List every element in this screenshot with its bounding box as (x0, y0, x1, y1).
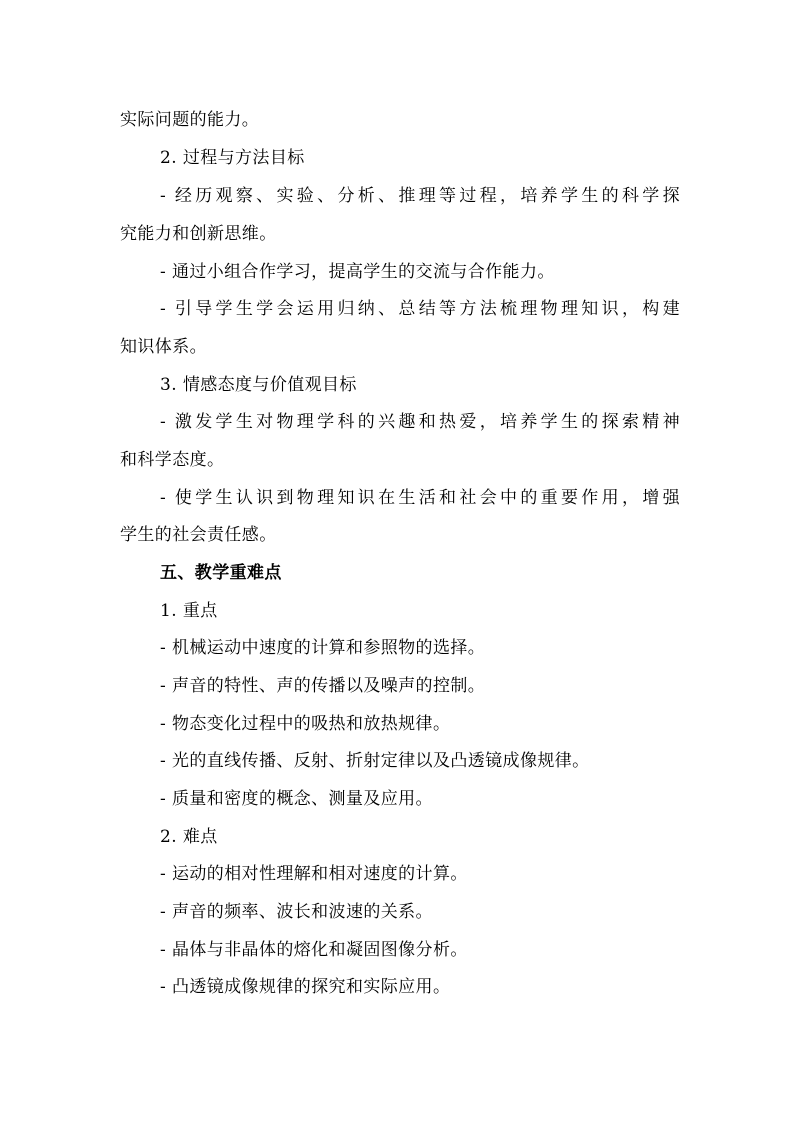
bullet-item: - 质量和密度的概念、测量及应用。 (160, 789, 433, 809)
paragraph-line: 实际问题的能力。 (120, 110, 260, 130)
paragraph-line: 和科学态度。 (120, 450, 225, 470)
bullet-item: - 物态变化过程中的吸热和放热规律。 (160, 714, 451, 734)
bullet-item: - 晶体与非晶体的熔化和凝固图像分析。 (160, 940, 468, 960)
subsection-title: 1. 重点 (160, 601, 218, 621)
paragraph-line: 学生的社会责任感。 (120, 525, 277, 545)
bullet-item: - 凸透镜成像规律的探究和实际应用。 (160, 977, 451, 997)
bullet-item: - 引导学生学会运用归纳、总结等方法梳理物理知识，构建 (160, 299, 680, 319)
paragraph-line: 究能力和创新思维。 (120, 224, 277, 244)
bullet-item: - 机械运动中速度的计算和参照物的选择。 (160, 638, 486, 658)
subsection-title: 2. 难点 (160, 827, 218, 847)
bullet-item: - 光的直线传播、反射、折射定律以及凸透镜成像规律。 (160, 751, 590, 771)
bullet-item: - 经历观察、实验、分析、推理等过程，培养学生的科学探 (160, 186, 680, 206)
bullet-item: - 使学生认识到物理知识在生活和社会中的重要作用，增强 (160, 488, 680, 508)
section-heading: 五、教学重难点 (160, 563, 282, 583)
bullet-item: - 通过小组合作学习，提高学生的交流与合作能力。 (160, 262, 555, 282)
bullet-item: - 运动的相对性理解和相对速度的计算。 (160, 864, 468, 884)
bullet-item: - 声音的频率、波长和波速的关系。 (160, 902, 433, 922)
subsection-title: 3. 情感态度与价值观目标 (160, 375, 357, 395)
paragraph-line: 知识体系。 (120, 337, 207, 357)
subsection-title: 2. 过程与方法目标 (160, 148, 305, 168)
bullet-item: - 声音的特性、声的传播以及噪声的控制。 (160, 676, 486, 696)
bullet-item: - 激发学生对物理学科的兴趣和热爱，培养学生的探索精神 (160, 412, 680, 432)
